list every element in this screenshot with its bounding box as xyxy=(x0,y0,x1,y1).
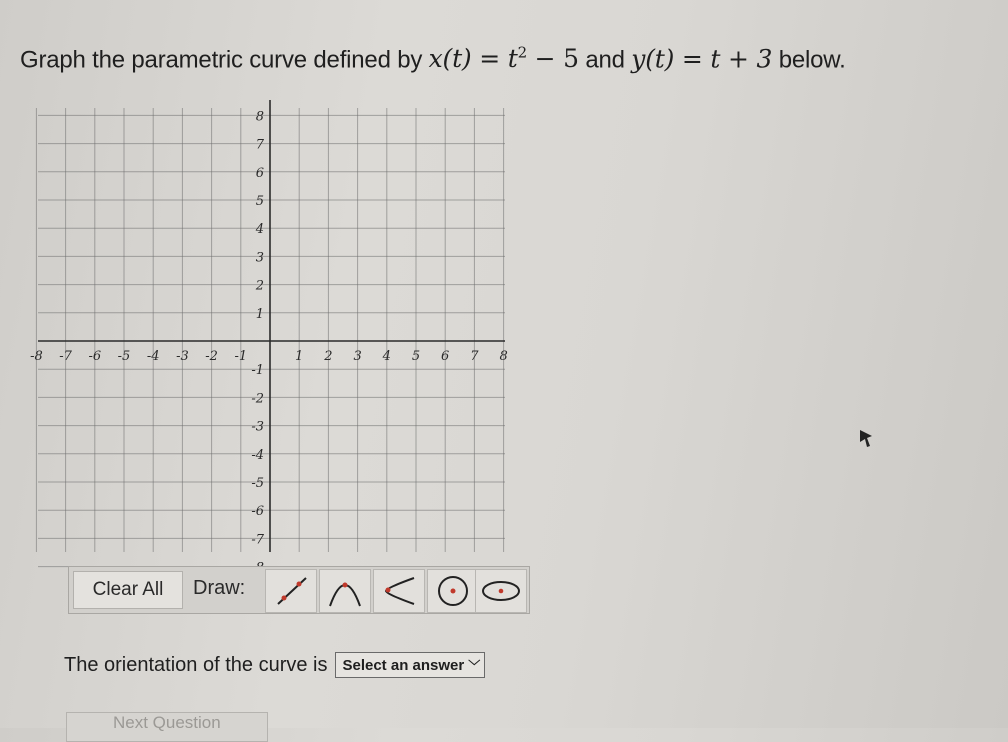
x-tick-label: 1 xyxy=(295,349,304,364)
question-connector: and xyxy=(585,46,625,74)
x-tick-label: -1 xyxy=(234,349,248,364)
x-tick-label: 5 xyxy=(411,349,421,364)
line-tool-icon xyxy=(266,570,316,612)
next-question-label: Next Question xyxy=(113,713,221,732)
y-tick-label: 7 xyxy=(255,137,264,153)
y-tick-label: 1 xyxy=(255,306,264,322)
angle-tool-icon xyxy=(374,570,424,612)
parabola-tool-button[interactable] xyxy=(319,569,371,613)
x-rhs-exponent: 2 xyxy=(517,44,527,62)
ellipse-tool-button[interactable] xyxy=(475,569,527,613)
question-suffix: below. xyxy=(778,46,846,74)
x-tick-label: -4 xyxy=(146,349,160,364)
select-placeholder: Select an answer xyxy=(342,656,465,674)
y-tick-label: -5 xyxy=(251,476,264,491)
circle-tool-icon xyxy=(428,570,478,612)
draw-label: Draw: xyxy=(193,577,246,599)
x-tick-label: 2 xyxy=(324,349,333,364)
x-tick-label: -3 xyxy=(176,349,189,364)
orientation-label: The orientation of the curve is xyxy=(64,653,328,676)
y-rhs: t + 3 xyxy=(710,44,773,74)
x-rhs-base: t xyxy=(507,44,518,74)
chevron-down-icon: ﹀ xyxy=(468,658,481,673)
y-tick-label: -2 xyxy=(251,391,264,407)
next-question-button[interactable] xyxy=(66,712,268,742)
y-tick-label: 6 xyxy=(255,165,264,181)
x-rhs-tail: − 5 xyxy=(526,44,579,74)
x-lhs: x(t) xyxy=(428,44,472,74)
line-tool-button[interactable] xyxy=(265,569,317,613)
y-tick-label: 2 xyxy=(255,278,264,294)
mouse-cursor-icon xyxy=(858,428,874,450)
y-tick-label: 5 xyxy=(255,194,264,209)
circle-tool-button[interactable] xyxy=(427,569,479,613)
draw-toolbar xyxy=(68,566,530,614)
x-tick-label: 8 xyxy=(499,349,508,364)
y-tick-label: 8 xyxy=(255,109,264,125)
angle-tool-button[interactable] xyxy=(373,569,425,613)
orientation-row xyxy=(64,652,485,678)
y-tick-label: -4 xyxy=(251,447,264,463)
y-tick-label: -6 xyxy=(251,504,264,520)
x-tick-label: 7 xyxy=(470,349,479,364)
x-tick-label: -6 xyxy=(88,349,102,364)
x-tick-label: -5 xyxy=(117,349,131,364)
y-tick-label: -3 xyxy=(251,419,264,435)
y-tick-label: 4 xyxy=(255,222,264,238)
parabola-tool-icon xyxy=(320,570,370,612)
x-tick-label: 6 xyxy=(441,349,450,364)
y-tick-label: -7 xyxy=(251,532,264,548)
x-tick-label: 4 xyxy=(382,349,391,364)
question-prefix: Graph the parametric curve defined by xyxy=(20,46,423,74)
y-tick-label: -1 xyxy=(251,363,264,379)
x-tick-label: 3 xyxy=(353,349,362,364)
equals-sign: = xyxy=(479,44,500,74)
x-tick-label: -7 xyxy=(59,349,72,364)
x-tick-label: -8 xyxy=(30,349,43,364)
equals-sign-2: = xyxy=(681,44,703,74)
x-tick-label: -2 xyxy=(205,349,218,364)
clear-all-button[interactable]: Clear All xyxy=(73,571,183,609)
y-tick-label: 3 xyxy=(255,250,264,266)
orientation-select[interactable] xyxy=(335,652,485,678)
y-lhs: y(t) xyxy=(631,44,675,74)
ellipse-tool-icon xyxy=(476,570,526,612)
